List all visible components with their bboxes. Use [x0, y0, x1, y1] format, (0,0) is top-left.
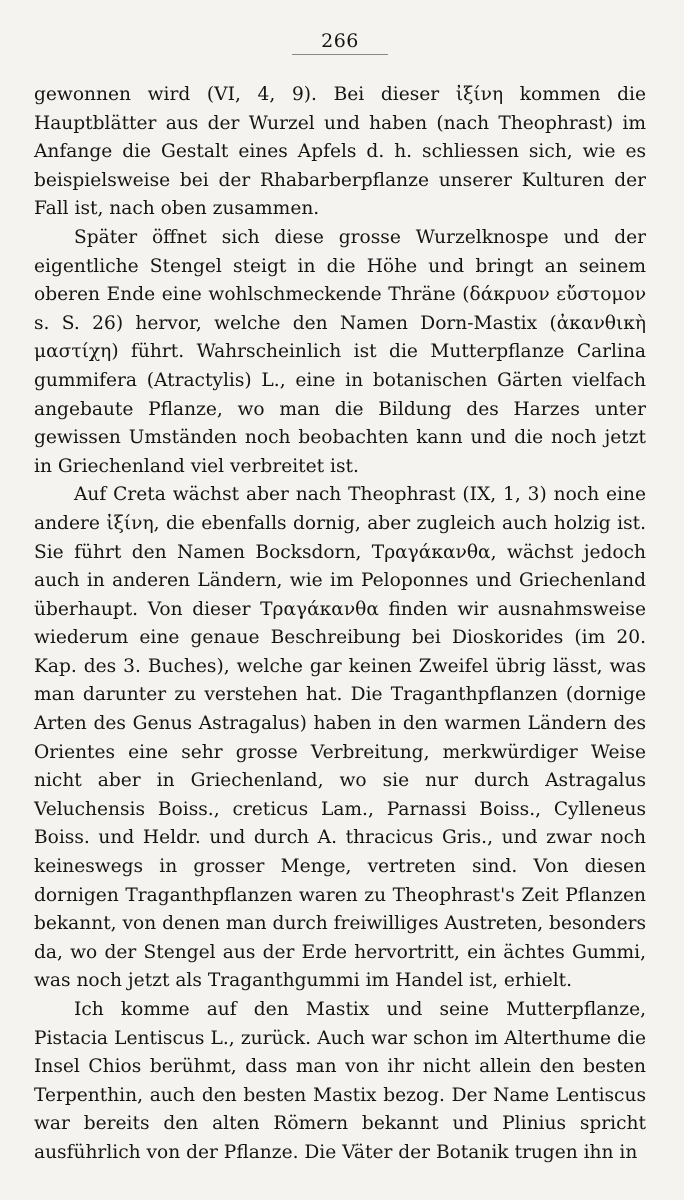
body-text	[34, 81, 646, 1168]
paragraph-3: Auf Creta wächst aber nach Theophrast (IX, 1, 3) noch eine andere ἰξίνη, die ebenfalls dornig, aber zugleich auch holzig ist. Sie führt den Namen Bocksdorn, Τραγάκανθα, wächst jedoch auch in anderen Ländern, wie im Peloponnes und Griechenland überhaupt. Von dieser Τραγάκανθα finden wir ausnahmsweise wiederum eine genaue Beschreibung bei Dioskorides (im 20. Kap. des 3. Buches), welche gar keinen Zweifel übrig lässt, was man darunter zu verstehen hat. Die Traganthpflanzen (dornige Arten des Genus Astragalus) haben in den warmen Ländern des Orientes eine sehr grosse Verbreitung, merkwürdiger Weise nicht aber in Griechenland, wo sie nur durch Astragalus Veluchensis Boiss., creticus Lam., Parnassi Boiss., Cylleneus Boiss. und Heldr. und durch A. thracicus Gris., und zwar noch keineswegs in grosser Menge, vertreten sind. Von diesen dornigen Traganthpflanzen waren zu Theophrast's Zeit Pflanzen bekannt, von denen man durch freiwilliges Austreten, besonders da, wo der Stengel aus der Erde hervortritt, ein ächtes Gummi, was noch jetzt als Traganthgummi im Handel ist, erhielt.	[34, 484, 646, 992]
paragraph-1: gewonnen wird (VI, 4, 9). Bei dieser ἰξίνη kommen die Hauptblätter aus der Wurzel und haben (nach Theophrast) im Anfange die Gestalt eines Apfels d. h. schliessen sich, wie es beispielsweise bei der Rhabarberpflanze unserer Kulturen der Fall ist, nach oben zusammen.	[34, 84, 646, 220]
page-number-rule	[292, 54, 388, 55]
paragraph-4: Ich komme auf den Mastix und seine Mutterpflanze, Pistacia Lentiscus L., zurück. Auch war schon im Alterthume die Insel Chios berühmt, dass man von ihr nicht allein den besten Terpenthin, auch den besten Mastix bezog. Der Name Lentiscus war bereits den alten Römern bekannt und Plinius spricht ausführlich von der Pflanze. Die Väter der Botanik trugen ihn in	[34, 999, 646, 1163]
paragraph-2: Später öffnet sich diese grosse Wurzelknospe und der eigentliche Stengel steigt in die Höhe und bringt an seinem oberen Ende eine wohlschmeckende Thräne (δάκρυον εὔστομον s. S. 26) hervor, welche den Namen Dorn-Mastix (ἀκανθικὴ μαστίχη) führt. Wahrscheinlich ist die Mutterpflanze Carlina gummifera (Atractylis) L., eine in botanischen Gärten vielfach angebaute Pflanze, wo man die Bildung des Harzes unter gewissen Umständen noch beobachten kann und die noch jetzt in Griechenland viel verbreitet ist.	[34, 226, 646, 477]
page-number: 266	[321, 30, 359, 52]
